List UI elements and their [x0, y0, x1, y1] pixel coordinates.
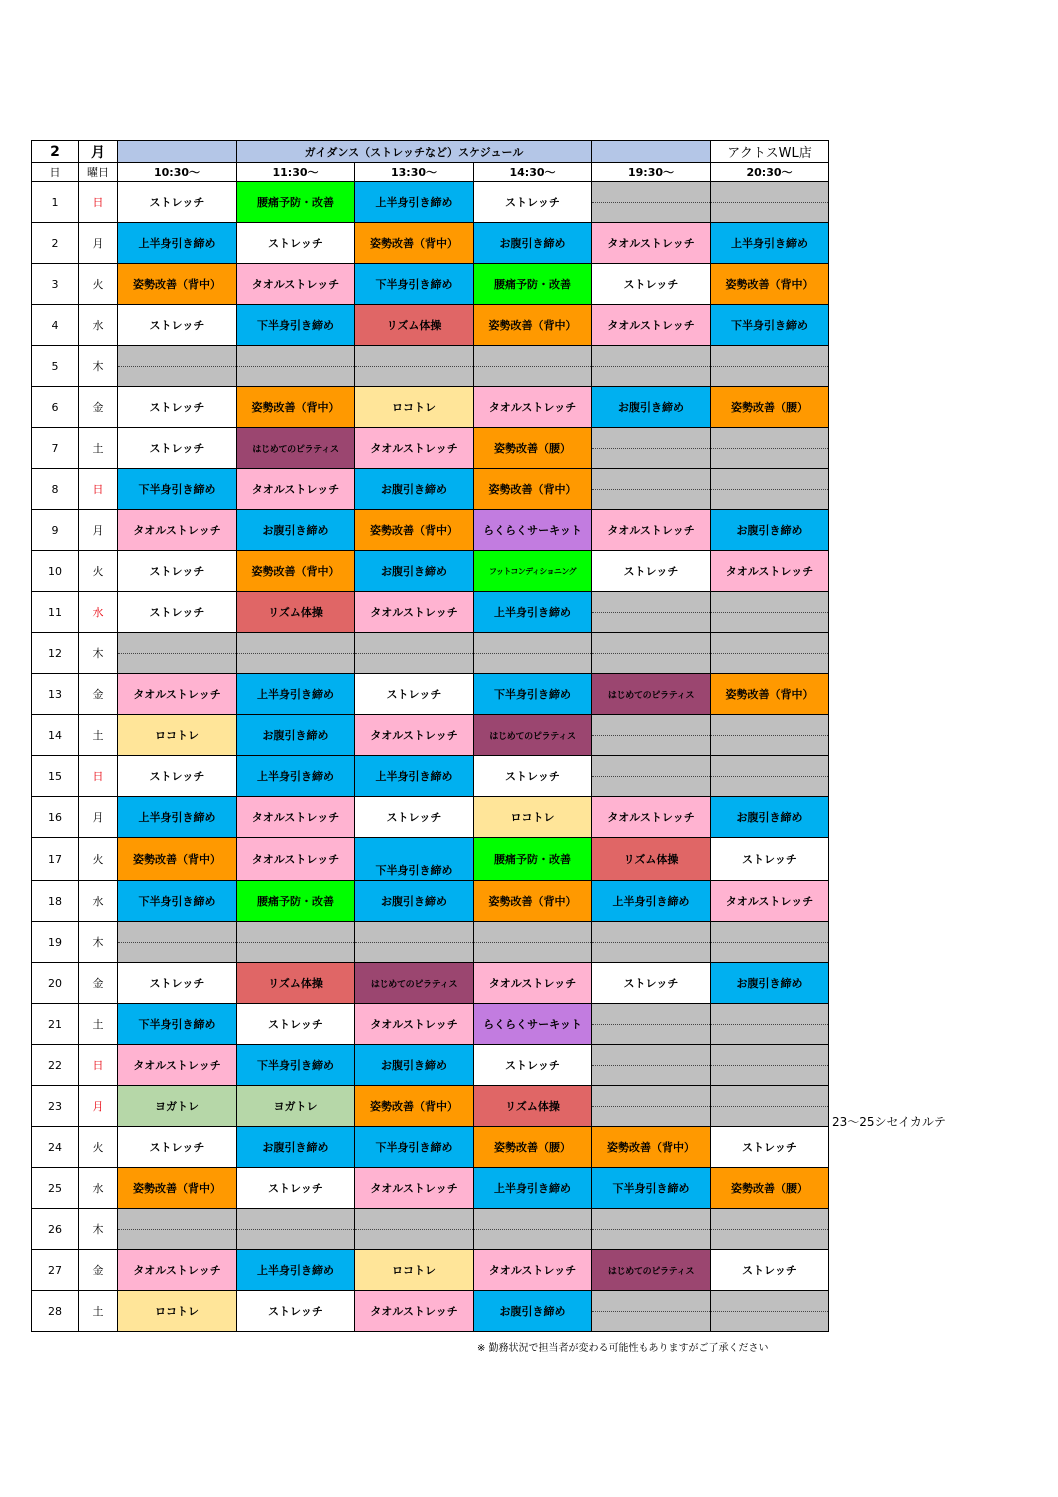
class-cell: はじめてのピラティス	[592, 1250, 711, 1291]
empty-slot	[118, 922, 237, 963]
schedule-row	[32, 346, 829, 387]
day-number: 24	[32, 1127, 79, 1168]
class-cell: 上半身引き締め	[355, 182, 474, 223]
weekday: 日	[79, 756, 118, 797]
schedule-table	[31, 140, 829, 1332]
schedule-row	[32, 305, 829, 346]
weekday: 木	[79, 922, 118, 963]
empty-slot	[592, 346, 711, 387]
title-bar-left	[118, 141, 237, 163]
class-cell: タオルストレッチ	[592, 305, 711, 346]
weekday: 火	[79, 264, 118, 305]
day-number: 18	[32, 881, 79, 922]
empty-slot	[592, 633, 711, 674]
store-name: アクトスWL店	[711, 141, 829, 163]
class-cell: ロコトレ	[118, 715, 237, 756]
class-cell: ストレッチ	[355, 797, 474, 838]
day-number: 21	[32, 1004, 79, 1045]
class-cell: タオルストレッチ	[474, 963, 592, 1004]
schedule-row	[32, 881, 829, 922]
weekday: 水	[79, 881, 118, 922]
schedule-row	[32, 1209, 829, 1250]
day-number: 8	[32, 469, 79, 510]
class-cell: タオルストレッチ	[474, 387, 592, 428]
class-cell: 姿勢改善（背中）	[592, 1127, 711, 1168]
class-cell: 上半身引き締め	[474, 1168, 592, 1209]
class-cell: タオルストレッチ	[355, 1168, 474, 1209]
weekday: 日	[79, 182, 118, 223]
weekday: 水	[79, 305, 118, 346]
class-cell: はじめてのピラティス	[592, 674, 711, 715]
class-cell: お腹引き締め	[237, 510, 355, 551]
class-cell: ストレッチ	[474, 182, 592, 223]
schedule-row	[32, 469, 829, 510]
class-cell: タオルストレッチ	[118, 1045, 237, 1086]
weekday: 土	[79, 428, 118, 469]
weekday: 月	[79, 1086, 118, 1127]
weekday: 土	[79, 715, 118, 756]
class-cell: リズム体操	[355, 305, 474, 346]
class-cell: 上半身引き締め	[592, 881, 711, 922]
schedule-row	[32, 797, 829, 838]
empty-slot	[592, 428, 711, 469]
empty-slot	[592, 182, 711, 223]
class-cell: 下半身引き締め	[237, 1045, 355, 1086]
empty-slot	[711, 346, 829, 387]
class-cell: 下半身引き締め	[355, 1127, 474, 1168]
schedule-row	[32, 838, 829, 881]
time-header: 20:30～	[711, 163, 829, 182]
empty-slot	[592, 922, 711, 963]
empty-slot	[237, 1209, 355, 1250]
schedule-row	[32, 1127, 829, 1168]
class-cell: 上半身引き締め	[118, 223, 237, 264]
class-cell: タオルストレッチ	[237, 264, 355, 305]
class-cell: 下半身引き締め	[237, 305, 355, 346]
empty-slot	[711, 633, 829, 674]
empty-slot	[592, 1291, 711, 1332]
class-cell: タオルストレッチ	[355, 1004, 474, 1045]
weekday: 火	[79, 1127, 118, 1168]
day-number: 1	[32, 182, 79, 223]
empty-slot	[711, 1086, 829, 1127]
header-row	[32, 163, 829, 182]
class-cell: 姿勢改善（背中）	[237, 387, 355, 428]
weekday: 土	[79, 1291, 118, 1332]
class-cell: タオルストレッチ	[118, 1250, 237, 1291]
class-cell: ストレッチ	[711, 1127, 829, 1168]
day-number: 20	[32, 963, 79, 1004]
weekday: 金	[79, 963, 118, 1004]
class-cell: タオルストレッチ	[118, 674, 237, 715]
class-cell: お腹引き締め	[474, 223, 592, 264]
class-cell: タオルストレッチ	[711, 881, 829, 922]
class-cell: タオルストレッチ	[355, 1291, 474, 1332]
schedule-row	[32, 1045, 829, 1086]
schedule-row	[32, 264, 829, 305]
class-cell: 姿勢改善（腰）	[711, 1168, 829, 1209]
empty-slot	[237, 922, 355, 963]
class-cell: タオルストレッチ	[237, 797, 355, 838]
time-header: 19:30～	[592, 163, 711, 182]
class-cell: ストレッチ	[118, 756, 237, 797]
empty-slot	[592, 1209, 711, 1250]
class-cell: ストレッチ	[118, 551, 237, 592]
class-cell: お腹引き締め	[592, 387, 711, 428]
class-cell: らくらくサーキット	[474, 510, 592, 551]
weekday: 火	[79, 838, 118, 881]
class-cell: ロコトレ	[355, 387, 474, 428]
day-number: 23	[32, 1086, 79, 1127]
class-cell: ヨガトレ	[118, 1086, 237, 1127]
class-cell: 姿勢改善（背中）	[711, 674, 829, 715]
title-row	[32, 141, 829, 163]
schedule-row	[32, 922, 829, 963]
weekday: 日	[79, 1045, 118, 1086]
weekday: 金	[79, 674, 118, 715]
day-number: 16	[32, 797, 79, 838]
schedule-row	[32, 223, 829, 264]
class-cell: ストレッチ	[118, 305, 237, 346]
class-cell: お腹引き締め	[711, 797, 829, 838]
month-label: 月	[79, 141, 118, 163]
class-cell: ストレッチ	[711, 838, 829, 881]
schedule-row	[32, 1004, 829, 1045]
class-cell: 上半身引き締め	[474, 592, 592, 633]
empty-slot	[711, 922, 829, 963]
empty-slot	[355, 346, 474, 387]
class-cell: はじめてのピラティス	[237, 428, 355, 469]
weekday: 木	[79, 1209, 118, 1250]
day-number: 5	[32, 346, 79, 387]
class-cell: 腰痛予防・改善	[237, 881, 355, 922]
empty-slot	[118, 1209, 237, 1250]
empty-slot	[711, 182, 829, 223]
class-cell: タオルストレッチ	[355, 715, 474, 756]
empty-slot	[592, 715, 711, 756]
class-cell: タオルストレッチ	[592, 510, 711, 551]
day-number: 27	[32, 1250, 79, 1291]
class-cell: 姿勢改善（背中）	[118, 838, 237, 881]
weekday: 金	[79, 1250, 118, 1291]
class-cell: ストレッチ	[237, 1004, 355, 1045]
empty-slot	[592, 592, 711, 633]
class-cell: 姿勢改善（背中）	[118, 264, 237, 305]
month-number: 2	[32, 141, 79, 163]
weekday: 水	[79, 1168, 118, 1209]
day-number: 4	[32, 305, 79, 346]
day-number: 17	[32, 838, 79, 881]
class-cell: らくらくサーキット	[474, 1004, 592, 1045]
empty-slot	[355, 633, 474, 674]
class-cell: 下半身引き締め	[118, 469, 237, 510]
class-cell: 姿勢改善（背中）	[711, 264, 829, 305]
schedule-row	[32, 182, 829, 223]
class-cell: タオルストレッチ	[237, 469, 355, 510]
class-cell: ストレッチ	[118, 592, 237, 633]
class-cell: 下半身引き締め	[592, 1168, 711, 1209]
class-cell: ヨガトレ	[237, 1086, 355, 1127]
weekday: 月	[79, 223, 118, 264]
schedule-title: ガイダンス（ストレッチなど）スケジュール	[237, 141, 592, 163]
schedule-row	[32, 551, 829, 592]
weekday: 木	[79, 633, 118, 674]
class-cell: はじめてのピラティス	[474, 715, 592, 756]
class-cell: タオルストレッチ	[355, 592, 474, 633]
weekday: 月	[79, 797, 118, 838]
class-cell: お腹引き締め	[355, 881, 474, 922]
empty-slot	[355, 922, 474, 963]
schedule-row	[32, 1168, 829, 1209]
weekday: 水	[79, 592, 118, 633]
class-cell: リズム体操	[237, 592, 355, 633]
empty-slot	[711, 1291, 829, 1332]
class-cell: ストレッチ	[118, 428, 237, 469]
class-cell: ストレッチ	[237, 1168, 355, 1209]
weekday: 木	[79, 346, 118, 387]
class-cell: 姿勢改善（背中）	[355, 510, 474, 551]
class-cell: ロコトレ	[118, 1291, 237, 1332]
class-cell: お腹引き締め	[237, 1127, 355, 1168]
class-cell: お腹引き締め	[355, 551, 474, 592]
empty-slot	[592, 469, 711, 510]
class-cell: 姿勢改善（背中）	[474, 469, 592, 510]
class-cell: 下半身引き締め	[118, 881, 237, 922]
empty-slot	[592, 1045, 711, 1086]
class-cell: 姿勢改善（背中）	[474, 881, 592, 922]
schedule-row	[32, 715, 829, 756]
footer-note: ※ 勤務状況で担当者が変わる可能性もありますがご了承ください	[477, 1343, 769, 1354]
day-number: 13	[32, 674, 79, 715]
day-number: 12	[32, 633, 79, 674]
day-number: 28	[32, 1291, 79, 1332]
class-cell: 上半身引き締め	[355, 756, 474, 797]
day-number: 11	[32, 592, 79, 633]
class-cell: 姿勢改善（腰）	[474, 428, 592, 469]
schedule-row	[32, 592, 829, 633]
empty-slot	[592, 1004, 711, 1045]
class-cell: 下半身引き締め	[711, 305, 829, 346]
class-cell: 上半身引き締め	[711, 223, 829, 264]
class-cell: お腹引き締め	[474, 1291, 592, 1332]
class-cell: お腹引き締め	[355, 469, 474, 510]
day-number: 25	[32, 1168, 79, 1209]
schedule-row	[32, 674, 829, 715]
class-cell: 上半身引き締め	[237, 674, 355, 715]
class-cell: 姿勢改善（背中）	[237, 551, 355, 592]
empty-slot	[474, 1209, 592, 1250]
day-number: 19	[32, 922, 79, 963]
class-cell: お腹引き締め	[711, 963, 829, 1004]
empty-slot	[237, 346, 355, 387]
empty-slot	[711, 756, 829, 797]
schedule-row	[32, 387, 829, 428]
class-cell: 下半身引き締め	[355, 264, 474, 305]
empty-slot	[711, 1004, 829, 1045]
schedule-row	[32, 428, 829, 469]
class-cell: 上半身引き締め	[118, 797, 237, 838]
class-cell: タオルストレッチ	[592, 223, 711, 264]
class-cell: リズム体操	[592, 838, 711, 881]
day-number: 7	[32, 428, 79, 469]
class-cell: タオルストレッチ	[355, 428, 474, 469]
schedule-row	[32, 1291, 829, 1332]
class-cell: 下半身引き締め	[355, 838, 474, 881]
class-cell: タオルストレッチ	[592, 797, 711, 838]
class-cell: 腰痛予防・改善	[474, 838, 592, 881]
day-number: 6	[32, 387, 79, 428]
weekday: 土	[79, 1004, 118, 1045]
day-number: 2	[32, 223, 79, 264]
class-cell: 腰痛予防・改善	[237, 182, 355, 223]
weekday: 金	[79, 387, 118, 428]
class-cell: 姿勢改善（腰）	[711, 387, 829, 428]
empty-slot	[592, 756, 711, 797]
empty-slot	[711, 1209, 829, 1250]
class-cell: リズム体操	[474, 1086, 592, 1127]
class-cell: ストレッチ	[711, 1250, 829, 1291]
schedule-row	[32, 756, 829, 797]
class-cell: ロコトレ	[355, 1250, 474, 1291]
class-cell: 下半身引き締め	[118, 1004, 237, 1045]
day-number: 9	[32, 510, 79, 551]
time-header: 13:30～	[355, 163, 474, 182]
day-number: 10	[32, 551, 79, 592]
empty-slot	[711, 715, 829, 756]
class-cell: ストレッチ	[355, 674, 474, 715]
class-cell: お腹引き締め	[355, 1045, 474, 1086]
class-cell: フットコンディショニング	[474, 551, 592, 592]
class-cell: タオルストレッチ	[474, 1250, 592, 1291]
time-header: 14:30～	[474, 163, 592, 182]
class-cell: 姿勢改善（背中）	[355, 1086, 474, 1127]
day-number: 26	[32, 1209, 79, 1250]
empty-slot	[355, 1209, 474, 1250]
weekday: 月	[79, 510, 118, 551]
title-bar-right	[592, 141, 711, 163]
class-cell: 腰痛予防・改善	[474, 264, 592, 305]
day-number: 15	[32, 756, 79, 797]
time-header: 11:30～	[237, 163, 355, 182]
empty-slot	[711, 469, 829, 510]
class-cell: ストレッチ	[118, 1127, 237, 1168]
class-cell: ストレッチ	[592, 264, 711, 305]
class-cell: ロコトレ	[474, 797, 592, 838]
class-cell: ストレッチ	[118, 387, 237, 428]
empty-slot	[118, 633, 237, 674]
class-cell: 上半身引き締め	[237, 1250, 355, 1291]
class-cell: ストレッチ	[474, 756, 592, 797]
empty-slot	[474, 633, 592, 674]
empty-slot	[237, 633, 355, 674]
day-number: 22	[32, 1045, 79, 1086]
empty-slot	[711, 592, 829, 633]
class-cell: ストレッチ	[237, 1291, 355, 1332]
class-cell: ストレッチ	[118, 182, 237, 223]
schedule-row	[32, 1086, 829, 1127]
weekday: 火	[79, 551, 118, 592]
class-cell: タオルストレッチ	[711, 551, 829, 592]
column-header-weekday: 曜日	[79, 163, 118, 182]
class-cell: 姿勢改善（背中）	[355, 223, 474, 264]
empty-slot	[474, 346, 592, 387]
class-cell: 姿勢改善（背中）	[118, 1168, 237, 1209]
class-cell: 姿勢改善（腰）	[474, 1127, 592, 1168]
class-cell: ストレッチ	[474, 1045, 592, 1086]
class-cell: はじめてのピラティス	[355, 963, 474, 1004]
time-header: 10:30～	[118, 163, 237, 182]
class-cell: ストレッチ	[237, 223, 355, 264]
class-cell: タオルストレッチ	[118, 510, 237, 551]
schedule-row	[32, 510, 829, 551]
empty-slot	[711, 428, 829, 469]
class-cell: お腹引き締め	[711, 510, 829, 551]
class-cell: タオルストレッチ	[237, 838, 355, 881]
side-note: 23～25シセイカルテ	[832, 1115, 946, 1129]
class-cell: ストレッチ	[592, 963, 711, 1004]
column-header-day: 日	[32, 163, 79, 182]
schedule-row	[32, 1250, 829, 1291]
day-number: 3	[32, 264, 79, 305]
weekday: 日	[79, 469, 118, 510]
schedule-row	[32, 963, 829, 1004]
class-cell: 姿勢改善（背中）	[474, 305, 592, 346]
class-cell: 下半身引き締め	[474, 674, 592, 715]
class-cell: 上半身引き締め	[237, 756, 355, 797]
class-cell: お腹引き締め	[237, 715, 355, 756]
class-cell: リズム体操	[237, 963, 355, 1004]
empty-slot	[118, 346, 237, 387]
empty-slot	[592, 1086, 711, 1127]
class-cell: ストレッチ	[118, 963, 237, 1004]
class-cell: ストレッチ	[592, 551, 711, 592]
schedule-row	[32, 633, 829, 674]
day-number: 14	[32, 715, 79, 756]
empty-slot	[474, 922, 592, 963]
empty-slot	[711, 1045, 829, 1086]
